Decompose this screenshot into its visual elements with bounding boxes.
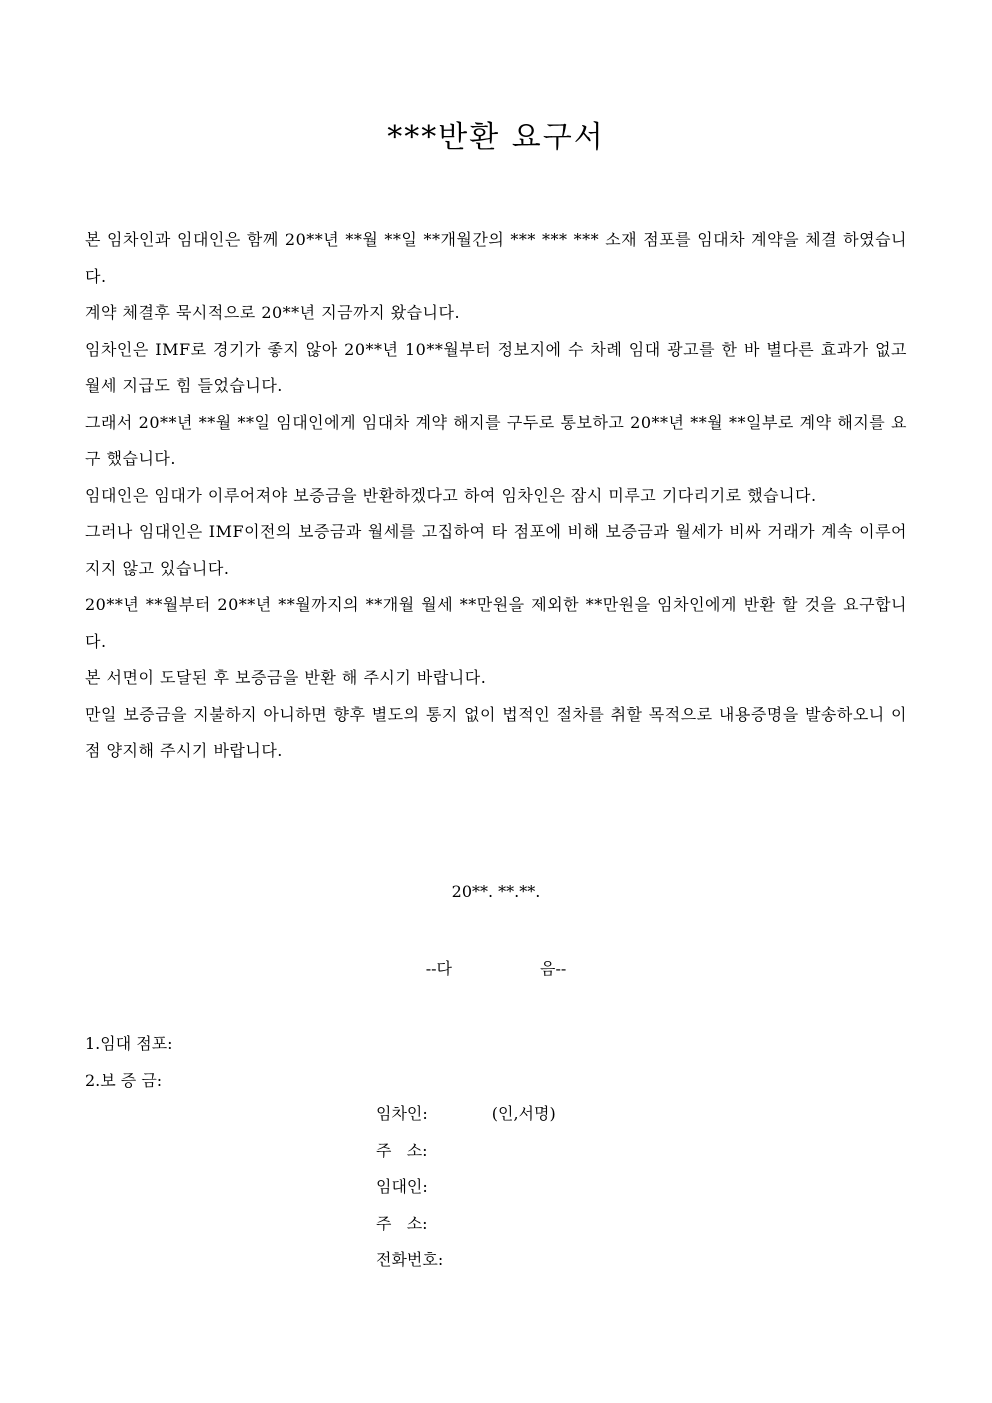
lessee-label: 임차인: — [376, 1104, 428, 1123]
body-paragraph: 임차인은 IMF로 경기가 좋지 않아 20**년 10**월부터 정보지에 수 차례 임대 광고를 한 바 별다른 효과가 없고 월세 지급도 힘 들었습니다. — [85, 339, 907, 395]
item-list — [85, 1026, 173, 1099]
phone-label: 전화번호: — [376, 1250, 444, 1269]
body-paragraph: 20**년 **월부터 20**년 **월까지의 **개월 월세 **만원을 제외한 **만원을 임차인에게 반환 할 것을 요구합니다. — [85, 595, 907, 651]
section-heading-right: 음-- — [540, 959, 567, 978]
lessee-line — [376, 1096, 556, 1133]
item-deposit: 2.보 증 금: — [85, 1070, 163, 1090]
signature-block — [376, 1096, 556, 1279]
seal-note: (인,서명) — [491, 1104, 556, 1123]
section-heading — [0, 956, 992, 979]
document-date: 20**. **.**. — [451, 882, 541, 901]
lessor-label: 임대인: — [376, 1177, 428, 1196]
document-body — [85, 222, 907, 770]
body-paragraph: 그러나 임대인은 IMF이전의 보증금과 월세를 고집하여 타 점포에 비해 보증금과 월세가 비싸 거래가 계속 이루어지지 않고 있습니다. — [85, 522, 907, 578]
body-paragraph: 계약 체결후 묵시적으로 20**년 지금까지 왔습니다. — [85, 303, 461, 322]
body-paragraph: 본 임차인과 임대인은 함께 20**년 **월 **일 **개월간의 *** *** *** 소재 점포를 임대차 계약을 체결 하였습니다. — [85, 230, 907, 286]
body-paragraph: 본 서면이 도달된 후 보증금을 반환 해 주시기 바랍니다. — [85, 668, 487, 687]
lessor-address-label: 주 소: — [376, 1213, 428, 1233]
body-paragraph: 만일 보증금을 지불하지 아니하면 향후 별도의 통지 없이 법적인 절차를 취할 목적으로 내용증명을 발송하오니 이점 양지해 주시기 바랍니다. — [85, 704, 907, 760]
body-paragraph: 그래서 20**년 **월 **일 임대인에게 임대차 계약 해지를 구두로 통보하고 20**년 **월 **일부로 계약 해지를 요구 했습니다. — [85, 412, 907, 468]
section-heading-left: --다 — [425, 959, 452, 978]
document-title: ***반환 요구서 — [387, 120, 605, 155]
item-rental-store: 1.임대 점포: — [85, 1034, 173, 1053]
lessee-address-label: 주 소: — [376, 1140, 428, 1160]
body-paragraph: 임대인은 임대가 이루어져야 보증금을 반환하겠다고 하여 임차인은 잠시 미루고 기다리기로 했습니다. — [85, 485, 817, 505]
